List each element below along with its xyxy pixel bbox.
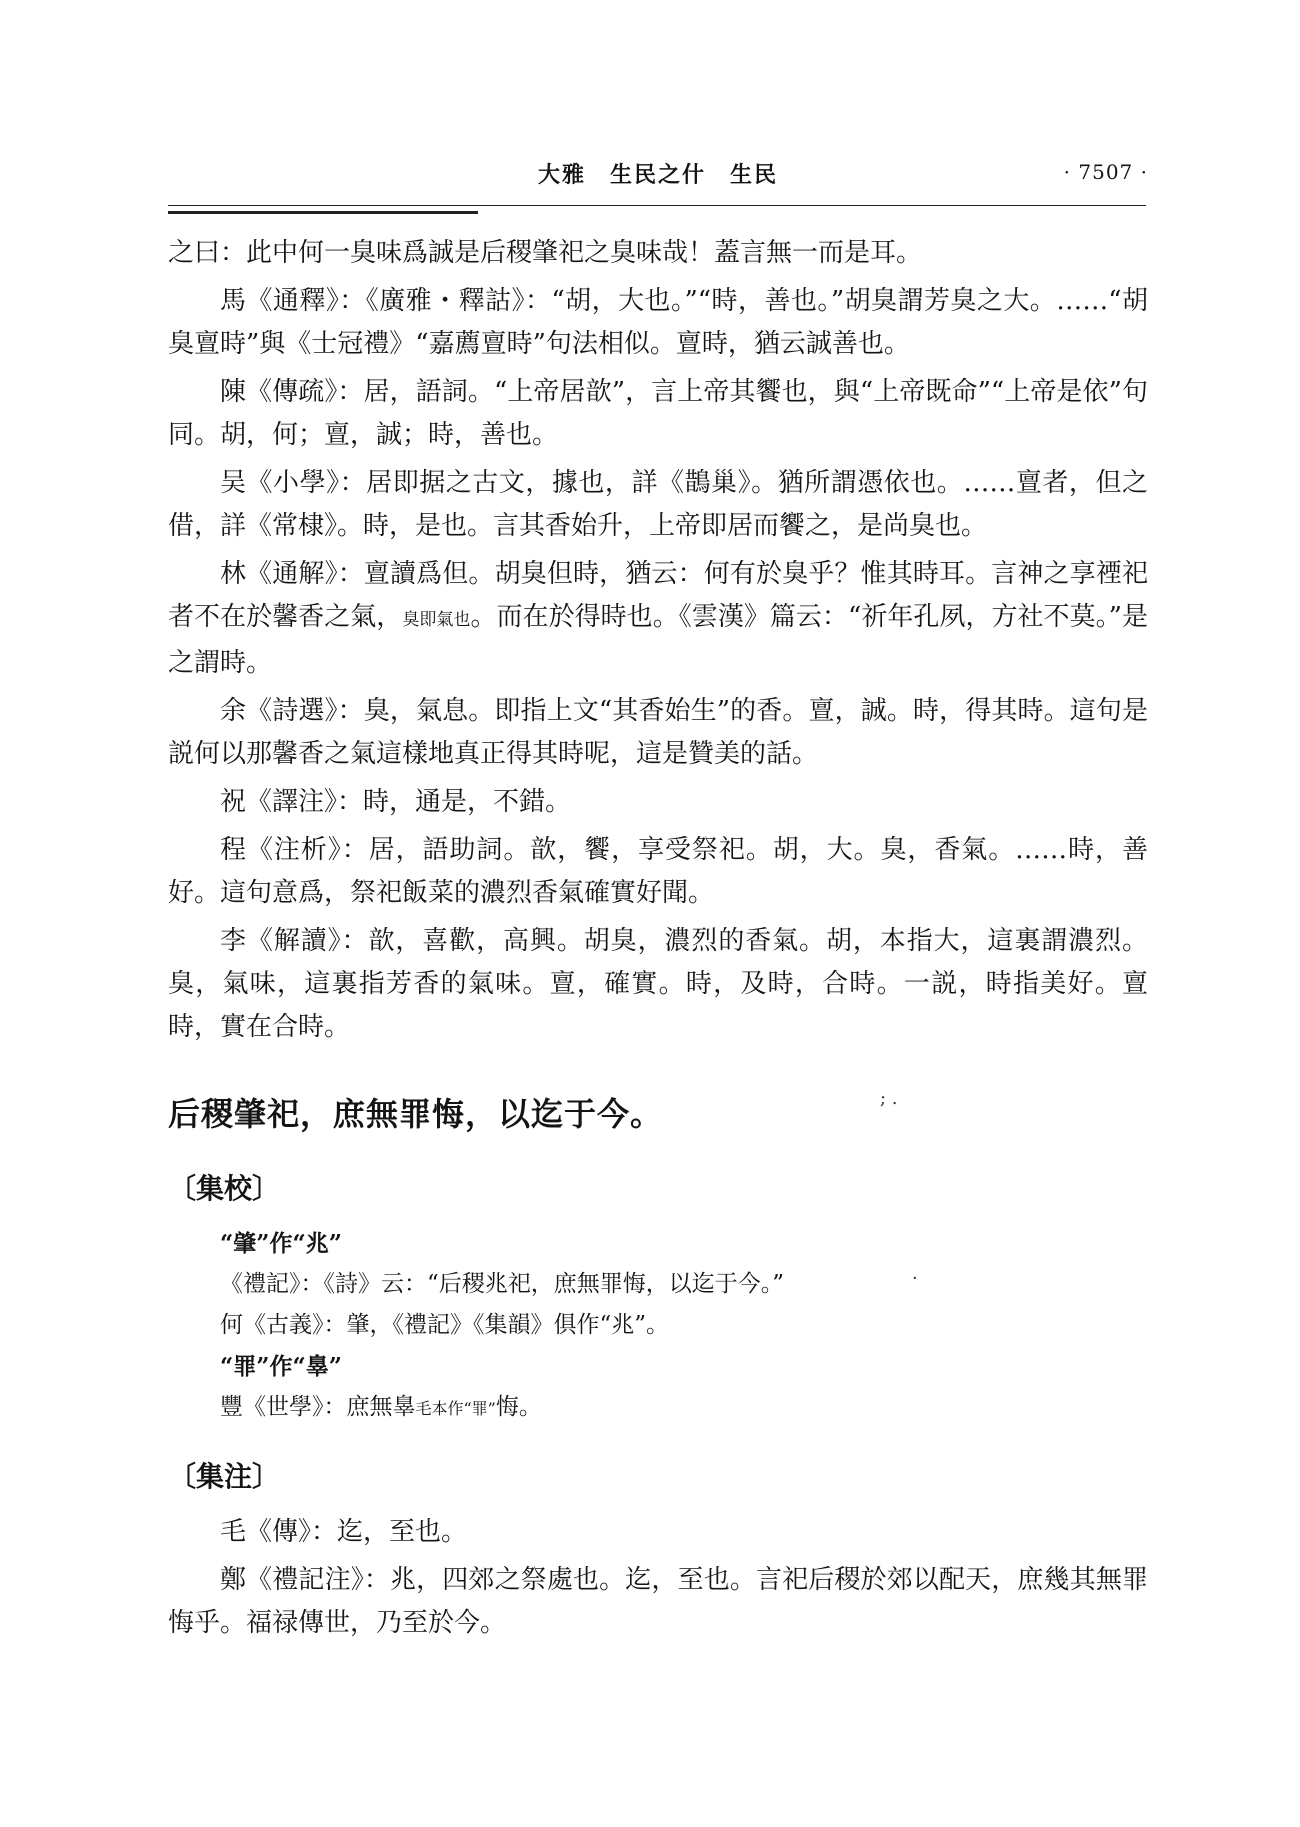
paragraph-lin-tongjie [168,553,1148,685]
body-text [168,232,1148,1650]
paragraph-wu-xiaoxue: 吴《小學》：居即据之古文，據也，詳《鵲巢》。猶所謂憑依也。……亶者，但之借，詳《常棣》。時，是也。言其香始升，上帝即居而饗之，是尚臭也。 [168,468,1148,541]
stray-ink-mark: ; . [880,1088,898,1109]
paragraph-ma-tongshi: 馬《通釋》：《廣雅・釋詁》：“胡，大也。”“時，善也。”胡臭謂芳臭之大。……“胡臭亶時”與《士冠禮》“嘉薦亶時”句法相似。亶時，猶云誠善也。 [168,286,1148,359]
running-title: 大雅 生民之什 生民 [538,162,779,188]
paragraph-continuation: 之曰：此中何一臭味爲誠是后稷肇祀之臭味哉！蓋言無一而是耳。 [168,238,923,268]
jijiao-line: 何《古義》：肇，《禮記》《集韻》俱作“兆”。 [220,1312,670,1338]
stray-ink-mark: · [912,1268,918,1289]
header-rule [168,205,1146,206]
jijiao-text-after: 悔。 [495,1394,542,1420]
running-head [168,158,1148,198]
paragraph-chen-chuanshu: 陳《傳疏》：居，語詞。“上帝居歆”，言上帝其饗也，與“上帝既命”“上帝是依”句同。胡，何；亶，誠；時，善也。 [168,377,1148,450]
verse-line: 后稷肇祀，庶無罪悔，以迄于今。 [168,1095,664,1133]
jijiao-line [168,1387,1148,1429]
paragraph-mao-zhuan: 毛《傳》：迄，至也。 [220,1517,468,1547]
jijiao-line: 《禮記》：《詩》云：“后稷兆祀，庶無罪悔，以迄于今。” [220,1271,785,1297]
paragraph-cheng-zhuxi: 程《注析》：居，語助詞。歆，饗，享受祭祀。胡，大。臭，香氣。……時，善好。這句意爲，祭祀飯菜的濃烈香氣確實好聞。 [168,835,1148,908]
section-heading-jizhu: 〔集注〕 [168,1460,281,1493]
lin-inline-note: 臭即氣也 [402,610,471,630]
page-number: · 7507 · [1063,160,1148,184]
paragraph-li-jiedu: 李《解讀》：歆，喜歡，高興。胡臭，濃烈的香氣。胡，本指大，這裏謂濃烈。臭，氣味，這裏指芳香的氣味。亶，確實。時，及時，合時。一説，時指美好。亶時，實在合時。 [168,926,1148,1042]
paragraph-zhu-yizhu: 祝《譯注》：時，通是，不錯。 [220,787,572,817]
lin-text-before: 林《通解》：亶讀爲但。胡臭但時，猶云：何有於臭乎？惟其時耳。言神之享禋祀者不在於馨香之氣， [168,559,1148,632]
header-rule-thick [168,211,478,214]
jijiao-item-heading: “罪”作“辠” [220,1353,342,1380]
jijiao-text-before: 豐《世學》：庶無辠 [220,1394,416,1420]
jijiao-inline-note: 毛本作“罪” [415,1399,496,1418]
section-heading-jijiao: 〔集校〕 [168,1172,281,1205]
paragraph-zheng-lijizhu: 鄭《禮記注》：兆，四郊之祭處也。迄，至也。言祀后稷於郊以配天，庶幾其無罪悔乎。福禄傳世，乃至於今。 [168,1565,1148,1638]
lin-text-after: 。而在於得時也。《雲漢》篇云：“祈年孔夙，方社不莫。”是之謂時。 [168,602,1148,678]
jijiao-item-heading: “肇”作“兆” [220,1230,342,1257]
paragraph-yu-shixuan: 余《詩選》：臭，氣息。即指上文“其香始生”的香。亶，誠。時，得其時。這句是説何以那馨香之氣這樣地真正得其時呢，這是贊美的話。 [168,696,1148,769]
